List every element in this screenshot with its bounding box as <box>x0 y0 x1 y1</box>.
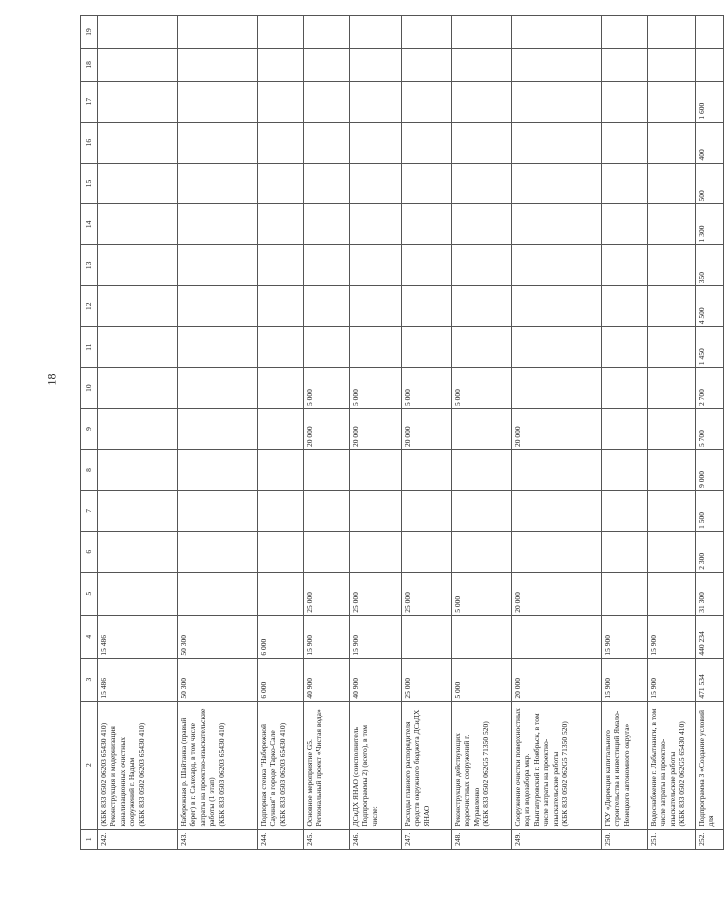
row-name: Расходы главного распорядителя средств окружного бюджета ДСиДХ ЯНАО <box>402 701 452 829</box>
value-cell: 15 486 <box>98 615 178 658</box>
value-cell: 40 900 <box>304 658 350 701</box>
header-cell-8: 8 <box>81 449 98 490</box>
value-cell <box>602 327 648 368</box>
value-cell <box>178 449 258 490</box>
value-cell: 15 486 <box>98 658 178 701</box>
value-cell <box>512 163 602 204</box>
value-cell <box>512 449 602 490</box>
value-cell: 15 900 <box>602 615 648 658</box>
value-cell: 15 900 <box>648 615 696 658</box>
row-number: 245. <box>304 829 350 849</box>
value-cell <box>258 245 304 286</box>
value-cell <box>602 16 648 49</box>
value-cell: 350 <box>696 245 724 286</box>
value-cell <box>648 48 696 81</box>
value-cell <box>98 81 178 122</box>
value-cell <box>648 81 696 122</box>
value-cell <box>512 615 602 658</box>
value-cell <box>350 48 402 81</box>
value-cell <box>98 409 178 450</box>
value-cell <box>402 449 452 490</box>
value-cell <box>512 286 602 327</box>
value-cell <box>350 16 402 49</box>
value-cell <box>98 572 178 615</box>
value-cell <box>178 81 258 122</box>
table-row <box>512 16 602 850</box>
value-cell <box>602 490 648 531</box>
value-cell: 25 000 <box>350 572 402 615</box>
table-row <box>402 16 452 850</box>
header-cell-15: 15 <box>81 163 98 204</box>
value-cell: 15 900 <box>602 658 648 701</box>
value-cell <box>452 245 512 286</box>
value-cell <box>98 449 178 490</box>
value-cell <box>452 615 512 658</box>
value-cell <box>98 368 178 409</box>
header-cell-12: 12 <box>81 286 98 327</box>
row-number: 243. <box>178 829 258 849</box>
header-cell-6: 6 <box>81 531 98 572</box>
value-cell <box>648 245 696 286</box>
row-name: Реконструкция действующих водоочистных сооружений г. Муравленко (КБК 833 0502 062G5 71350 520) <box>452 701 512 829</box>
header-cell-16: 16 <box>81 122 98 163</box>
value-cell <box>402 245 452 286</box>
value-cell: 25 000 <box>402 658 452 701</box>
value-cell <box>452 16 512 49</box>
value-cell <box>178 368 258 409</box>
value-cell <box>648 16 696 49</box>
value-cell <box>258 122 304 163</box>
value-cell <box>648 490 696 531</box>
header-row <box>81 16 98 850</box>
value-cell: 6 000 <box>258 615 304 658</box>
header-cell-1: 1 <box>81 829 98 849</box>
value-cell <box>350 490 402 531</box>
value-cell <box>98 48 178 81</box>
value-cell: 5 000 <box>350 368 402 409</box>
table-row <box>258 16 304 850</box>
header-cell-17: 17 <box>81 81 98 122</box>
row-number: 246. <box>350 829 402 849</box>
value-cell: 20 000 <box>512 658 602 701</box>
value-cell <box>602 368 648 409</box>
value-cell <box>178 163 258 204</box>
header-cell-13: 13 <box>81 245 98 286</box>
value-cell <box>512 48 602 81</box>
value-cell <box>402 81 452 122</box>
row-name: ДСиДХ ЯНАО (соисполнитель Подпрограммы 2) (всего), в том числе: <box>350 701 402 829</box>
value-cell: 25 000 <box>402 572 452 615</box>
value-cell: 5 000 <box>402 368 452 409</box>
value-cell: 5 700 <box>696 409 724 450</box>
value-cell <box>452 449 512 490</box>
header-cell-5: 5 <box>81 572 98 615</box>
value-cell <box>402 122 452 163</box>
budget-table-rotated <box>80 15 716 850</box>
value-cell: 20 000 <box>350 409 402 450</box>
value-cell <box>258 16 304 49</box>
row-number: 252. <box>696 829 724 849</box>
value-cell <box>602 48 648 81</box>
value-cell <box>178 531 258 572</box>
value-cell <box>512 81 602 122</box>
value-cell <box>350 286 402 327</box>
value-cell <box>452 531 512 572</box>
value-cell <box>512 490 602 531</box>
value-cell <box>304 81 350 122</box>
value-cell <box>98 286 178 327</box>
value-cell <box>648 409 696 450</box>
value-cell <box>304 163 350 204</box>
header-cell-14: 14 <box>81 204 98 245</box>
value-cell <box>648 163 696 204</box>
value-cell <box>98 531 178 572</box>
value-cell <box>350 81 402 122</box>
table-row <box>98 16 178 850</box>
value-cell: 1 450 <box>696 327 724 368</box>
value-cell <box>350 327 402 368</box>
value-cell <box>602 81 648 122</box>
value-cell <box>258 286 304 327</box>
value-cell <box>258 531 304 572</box>
value-cell <box>452 81 512 122</box>
value-cell <box>452 327 512 368</box>
row-name: Подпорная стенка "Набережной Саунная" в городе Тарко-Сале (КБК 833 0503 06203 65430 410) <box>258 701 304 829</box>
header-cell-3: 3 <box>81 658 98 701</box>
value-cell: 440 234 <box>696 615 724 658</box>
value-cell <box>258 490 304 531</box>
value-cell <box>258 204 304 245</box>
header-cell-19: 19 <box>81 16 98 49</box>
value-cell: 1 300 <box>696 204 724 245</box>
value-cell <box>602 409 648 450</box>
value-cell: 9 000 <box>696 449 724 490</box>
header-cell-9: 9 <box>81 409 98 450</box>
value-cell <box>648 122 696 163</box>
value-cell <box>402 163 452 204</box>
value-cell <box>178 48 258 81</box>
value-cell <box>98 16 178 49</box>
value-cell <box>258 48 304 81</box>
value-cell <box>178 245 258 286</box>
table-row <box>696 16 724 850</box>
table-row <box>350 16 402 850</box>
value-cell <box>350 245 402 286</box>
value-cell <box>512 327 602 368</box>
value-cell <box>98 327 178 368</box>
value-cell <box>304 122 350 163</box>
table-row <box>452 16 512 850</box>
page-number: 18 <box>44 373 59 386</box>
value-cell: 4 500 <box>696 286 724 327</box>
table-row <box>648 16 696 850</box>
value-cell: 25 000 <box>304 572 350 615</box>
value-cell <box>98 204 178 245</box>
value-cell <box>602 286 648 327</box>
value-cell <box>452 409 512 450</box>
value-cell <box>178 327 258 368</box>
value-cell <box>402 327 452 368</box>
value-cell <box>304 245 350 286</box>
value-cell: 40 900 <box>350 658 402 701</box>
table-row <box>304 16 350 850</box>
value-cell <box>648 449 696 490</box>
value-cell <box>512 16 602 49</box>
row-number: 242. <box>98 829 178 849</box>
budget-table <box>80 15 724 850</box>
row-name: Основное мероприятие G5. Региональный проект «Чистая вода» <box>304 701 350 829</box>
value-cell: 20 000 <box>512 409 602 450</box>
row-name: Подпрограмма 3 «Создание условий для <box>696 701 724 829</box>
value-cell <box>304 490 350 531</box>
value-cell: 50 300 <box>178 658 258 701</box>
value-cell <box>304 327 350 368</box>
value-cell <box>512 204 602 245</box>
row-number: 248. <box>452 829 512 849</box>
value-cell <box>258 327 304 368</box>
value-cell <box>602 204 648 245</box>
value-cell <box>258 368 304 409</box>
value-cell: 5 000 <box>452 658 512 701</box>
value-cell: 471 534 <box>696 658 724 701</box>
value-cell <box>304 204 350 245</box>
header-cell-10: 10 <box>81 368 98 409</box>
value-cell <box>258 449 304 490</box>
value-cell <box>648 531 696 572</box>
value-cell: 1 600 <box>696 81 724 122</box>
header-cell-2: 2 <box>81 701 98 829</box>
row-number: 251. <box>648 829 696 849</box>
row-number: 247. <box>402 829 452 849</box>
value-cell <box>452 163 512 204</box>
header-cell-4: 4 <box>81 615 98 658</box>
value-cell <box>452 48 512 81</box>
value-cell: 15 900 <box>304 615 350 658</box>
value-cell <box>602 449 648 490</box>
value-cell <box>350 204 402 245</box>
row-name: Сооружение очистки поверхностных вод из водозабора мкр. Вынгапуровский г. Ноябрьск, в том числе затраты на проектно-изыскательские работы (КБК 833 0502 062G5 71350 520) <box>512 701 602 829</box>
value-cell: 20 000 <box>512 572 602 615</box>
table-row <box>178 16 258 850</box>
header-cell-18: 18 <box>81 48 98 81</box>
row-name: Водоснабжение г. Лабытнанги, в том числе затраты на проектно-изыскательские работы (КБК 833 0502 062G5 65430 410) <box>648 701 696 829</box>
value-cell: 20 000 <box>304 409 350 450</box>
value-cell <box>304 286 350 327</box>
value-cell <box>602 163 648 204</box>
value-cell <box>178 286 258 327</box>
value-cell: 5 000 <box>452 368 512 409</box>
row-name: (КБК 833 0502 06203 65430 410) Реконструкция и модернизация канализационных очистных сооружений г. Надым (КБК 833 0502 06203 65430 410) <box>98 701 178 829</box>
value-cell <box>452 122 512 163</box>
value-cell <box>178 122 258 163</box>
value-cell <box>402 490 452 531</box>
value-cell: 500 <box>696 163 724 204</box>
table-row <box>602 16 648 850</box>
value-cell: 50 300 <box>178 615 258 658</box>
value-cell: 5 000 <box>304 368 350 409</box>
value-cell <box>452 490 512 531</box>
value-cell <box>512 245 602 286</box>
value-cell <box>452 286 512 327</box>
value-cell <box>512 368 602 409</box>
value-cell: 15 900 <box>350 615 402 658</box>
value-cell <box>696 16 724 49</box>
value-cell <box>178 409 258 450</box>
value-cell <box>648 327 696 368</box>
value-cell <box>178 204 258 245</box>
value-cell <box>304 48 350 81</box>
value-cell <box>602 122 648 163</box>
value-cell <box>648 286 696 327</box>
value-cell <box>178 572 258 615</box>
value-cell: 2 300 <box>696 531 724 572</box>
value-cell: 2 700 <box>696 368 724 409</box>
value-cell <box>178 16 258 49</box>
value-cell <box>602 572 648 615</box>
value-cell <box>350 122 402 163</box>
row-number: 250. <box>602 829 648 849</box>
value-cell <box>648 572 696 615</box>
value-cell: 6 000 <box>258 658 304 701</box>
value-cell <box>304 16 350 49</box>
row-number: 244. <box>258 829 304 849</box>
header-cell-11: 11 <box>81 327 98 368</box>
value-cell: 1 500 <box>696 490 724 531</box>
value-cell <box>648 204 696 245</box>
value-cell <box>350 531 402 572</box>
value-cell <box>402 48 452 81</box>
value-cell <box>98 245 178 286</box>
value-cell <box>512 122 602 163</box>
value-cell <box>648 368 696 409</box>
header-cell-7: 7 <box>81 490 98 531</box>
value-cell <box>178 490 258 531</box>
value-cell <box>304 449 350 490</box>
value-cell <box>402 286 452 327</box>
value-cell: 400 <box>696 122 724 163</box>
value-cell <box>402 615 452 658</box>
row-name: ГКУ «Дирекция капитального строительства и инвестиций Ямало-Ненецкого автономного округа» <box>602 701 648 829</box>
value-cell <box>402 16 452 49</box>
value-cell <box>304 531 350 572</box>
value-cell <box>258 163 304 204</box>
value-cell <box>350 449 402 490</box>
value-cell: 20 000 <box>402 409 452 450</box>
value-cell <box>602 245 648 286</box>
value-cell: 15 900 <box>648 658 696 701</box>
value-cell <box>98 122 178 163</box>
value-cell <box>402 531 452 572</box>
value-cell: 5 000 <box>452 572 512 615</box>
row-name: Набережная р. Шайтанка (правый берег) в г. Салехард, в том числе затраты на проектно-изыскательские работы (1 этап) (КБК 833 0503 06203 65430 410) <box>178 701 258 829</box>
value-cell: 31 300 <box>696 572 724 615</box>
value-cell <box>258 572 304 615</box>
value-cell <box>602 531 648 572</box>
row-number: 249. <box>512 829 602 849</box>
value-cell <box>98 163 178 204</box>
value-cell <box>696 48 724 81</box>
value-cell <box>402 204 452 245</box>
value-cell <box>258 81 304 122</box>
value-cell <box>350 163 402 204</box>
value-cell <box>512 531 602 572</box>
value-cell <box>258 409 304 450</box>
value-cell <box>98 490 178 531</box>
value-cell <box>452 204 512 245</box>
